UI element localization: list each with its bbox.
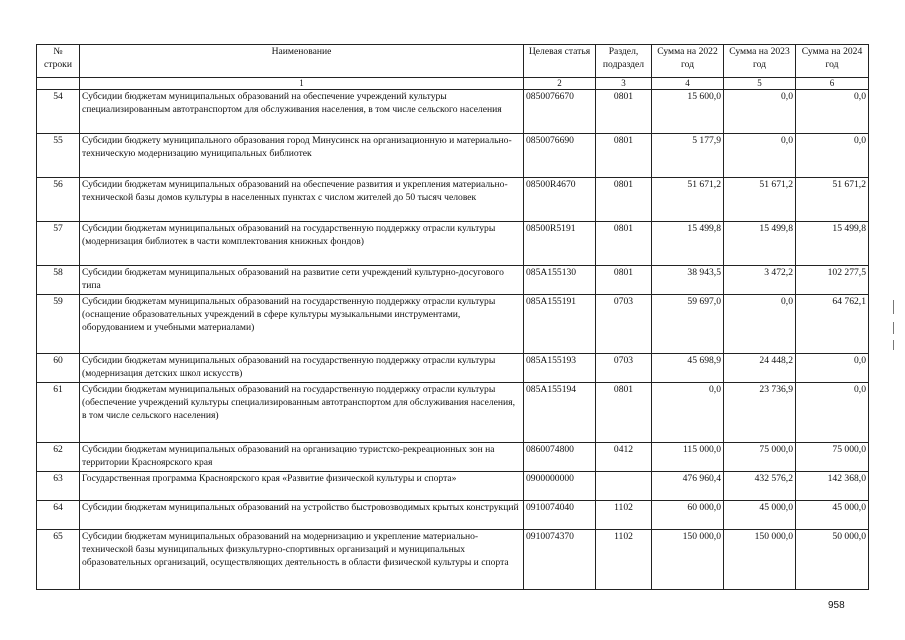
column-number: 5 <box>724 78 796 90</box>
row-sum-2023: 3 472,2 <box>724 266 796 295</box>
row-number: 59 <box>37 295 80 354</box>
row-name: Субсидии бюджетам муниципальных образований на устройство быстровозводимых крытых конструкций <box>80 501 524 530</box>
row-section <box>596 472 652 501</box>
row-number: 61 <box>37 383 80 443</box>
row-target-code: 08500R5191 <box>524 222 596 266</box>
row-name: Субсидии бюджетам муниципальных образований на государственную поддержку отрасли культуры (оснащение образовательных учреждений в сфере культуры музыкальными инструментами, оборудованием и учебными материалами) <box>80 295 524 354</box>
table-row <box>37 134 869 178</box>
column-number: 2 <box>524 78 596 90</box>
row-name: Субсидии бюджетам муниципальных образований на государственную поддержку отрасли культуры (модернизация детских школ искусств) <box>80 354 524 383</box>
row-target-code: 0910074370 <box>524 530 596 590</box>
row-sum-2022: 59 697,0 <box>652 295 724 354</box>
row-sum-2023: 15 499,8 <box>724 222 796 266</box>
row-sum-2023: 0,0 <box>724 134 796 178</box>
row-number: 54 <box>37 90 80 134</box>
table-row <box>37 178 869 222</box>
table-row <box>37 354 869 383</box>
row-name: Субсидии бюджетам муниципальных образований на государственную поддержку отрасли культуры (модернизация библиотек в части комплектования книжных фондов) <box>80 222 524 266</box>
row-section: 1102 <box>596 530 652 590</box>
row-sum-2022: 45 698,9 <box>652 354 724 383</box>
row-target-code: 0910074040 <box>524 501 596 530</box>
column-number-blank <box>37 78 80 90</box>
row-sum-2023: 150 000,0 <box>724 530 796 590</box>
row-sum-2022: 15 600,0 <box>652 90 724 134</box>
row-section: 0801 <box>596 222 652 266</box>
header-sum-2024: Сумма на 2024 год <box>796 45 869 78</box>
header-row-no: № строки <box>37 45 80 78</box>
row-number: 65 <box>37 530 80 590</box>
row-name: Субсидии бюджетам муниципальных образований на организацию туристско-рекреационных зон на территории Красноярского края <box>80 443 524 472</box>
row-sum-2022: 60 000,0 <box>652 501 724 530</box>
column-number: 3 <box>596 78 652 90</box>
row-sum-2022: 51 671,2 <box>652 178 724 222</box>
row-name: Государственная программа Красноярского края «Развитие физической культуры и спорта» <box>80 472 524 501</box>
header-sum-2022: Сумма на 2022 год <box>652 45 724 78</box>
row-sum-2024: 51 671,2 <box>796 178 869 222</box>
row-section: 0801 <box>596 266 652 295</box>
row-target-code: 08500R4670 <box>524 178 596 222</box>
row-number: 64 <box>37 501 80 530</box>
budget-table <box>36 44 869 590</box>
column-number: 1 <box>80 78 524 90</box>
column-number-row <box>37 78 869 90</box>
table-row <box>37 295 869 354</box>
row-name: Субсидии бюджетам муниципальных образований на обеспечение развития и укрепления материально-технической базы домов культуры в населенных пунктах с числом жителей до 50 тысяч человек <box>80 178 524 222</box>
row-target-code: 085A155191 <box>524 295 596 354</box>
row-sum-2024: 0,0 <box>796 90 869 134</box>
row-sum-2022: 0,0 <box>652 383 724 443</box>
row-name: Субсидии бюджетам муниципальных образований на модернизацию и укрепление материально-технической базы муниципальных физкультурно-спортивных организаций и муниципальных образовательных организаций, осуществляющих деятельность в области физической культуры и спорта <box>80 530 524 590</box>
table-row <box>37 443 869 472</box>
row-target-code: 085A155193 <box>524 354 596 383</box>
row-sum-2023: 75 000,0 <box>724 443 796 472</box>
row-target-code: 0860074800 <box>524 443 596 472</box>
row-number: 56 <box>37 178 80 222</box>
row-section: 0801 <box>596 383 652 443</box>
table-row <box>37 530 869 590</box>
row-sum-2024: 64 762,1 <box>796 295 869 354</box>
row-number: 55 <box>37 134 80 178</box>
row-section: 0801 <box>596 178 652 222</box>
row-sum-2022: 115 000,0 <box>652 443 724 472</box>
row-number: 62 <box>37 443 80 472</box>
scan-mark <box>893 322 894 334</box>
row-target-code: 085A155194 <box>524 383 596 443</box>
row-sum-2023: 0,0 <box>724 295 796 354</box>
row-sum-2024: 0,0 <box>796 134 869 178</box>
row-sum-2022: 5 177,9 <box>652 134 724 178</box>
row-sum-2024: 45 000,0 <box>796 501 869 530</box>
row-section: 0703 <box>596 354 652 383</box>
header-code: Целевая статья <box>524 45 596 78</box>
column-number: 4 <box>652 78 724 90</box>
row-section: 0801 <box>596 134 652 178</box>
row-name: Субсидии бюджетам муниципальных образований на обеспечение учреждений культуры специализированным автотранспортом для обслуживания населения, в том числе сельского населения <box>80 90 524 134</box>
row-name: Субсидии бюджетам муниципальных образований на развитие сети учреждений культурно-досугового типа <box>80 266 524 295</box>
row-sum-2024: 15 499,8 <box>796 222 869 266</box>
table-row <box>37 266 869 295</box>
header-row <box>37 45 869 78</box>
scan-mark <box>893 300 894 314</box>
table-row <box>37 222 869 266</box>
row-sum-2022: 150 000,0 <box>652 530 724 590</box>
row-sum-2022: 476 960,4 <box>652 472 724 501</box>
header-section: Раздел, подраздел <box>596 45 652 78</box>
row-sum-2024: 142 368,0 <box>796 472 869 501</box>
row-section: 0412 <box>596 443 652 472</box>
row-number: 60 <box>37 354 80 383</box>
header-sum-2023: Сумма на 2023 год <box>724 45 796 78</box>
page-number: 958 <box>828 600 845 611</box>
row-sum-2023: 24 448,2 <box>724 354 796 383</box>
row-sum-2024: 0,0 <box>796 354 869 383</box>
table-row <box>37 472 869 501</box>
row-sum-2023: 23 736,9 <box>724 383 796 443</box>
row-sum-2022: 38 943,5 <box>652 266 724 295</box>
row-name: Субсидии бюджету муниципального образования город Минусинск на организационную и материально-техническую модернизацию муниципальных библиотек <box>80 134 524 178</box>
table-row <box>37 383 869 443</box>
row-sum-2023: 45 000,0 <box>724 501 796 530</box>
row-target-code: 0850076670 <box>524 90 596 134</box>
row-sum-2024: 102 277,5 <box>796 266 869 295</box>
row-sum-2023: 432 576,2 <box>724 472 796 501</box>
table-row <box>37 501 869 530</box>
row-number: 63 <box>37 472 80 501</box>
row-sum-2023: 0,0 <box>724 90 796 134</box>
header-name: Наименование <box>80 45 524 78</box>
row-target-code: 0900000000 <box>524 472 596 501</box>
row-number: 57 <box>37 222 80 266</box>
row-target-code: 0850076690 <box>524 134 596 178</box>
row-sum-2022: 15 499,8 <box>652 222 724 266</box>
column-number: 6 <box>796 78 869 90</box>
row-target-code: 085A155130 <box>524 266 596 295</box>
row-section: 0801 <box>596 90 652 134</box>
scan-mark <box>893 340 894 350</box>
row-name: Субсидии бюджетам муниципальных образований на государственную поддержку отрасли культуры (обеспечение учреждений культуры специализированным автотранспортом для обслуживания населения, в том числе сельского населения) <box>80 383 524 443</box>
row-sum-2024: 0,0 <box>796 383 869 443</box>
row-sum-2023: 51 671,2 <box>724 178 796 222</box>
table-row <box>37 90 869 134</box>
row-number: 58 <box>37 266 80 295</box>
row-section: 0703 <box>596 295 652 354</box>
row-section: 1102 <box>596 501 652 530</box>
row-sum-2024: 75 000,0 <box>796 443 869 472</box>
row-sum-2024: 50 000,0 <box>796 530 869 590</box>
